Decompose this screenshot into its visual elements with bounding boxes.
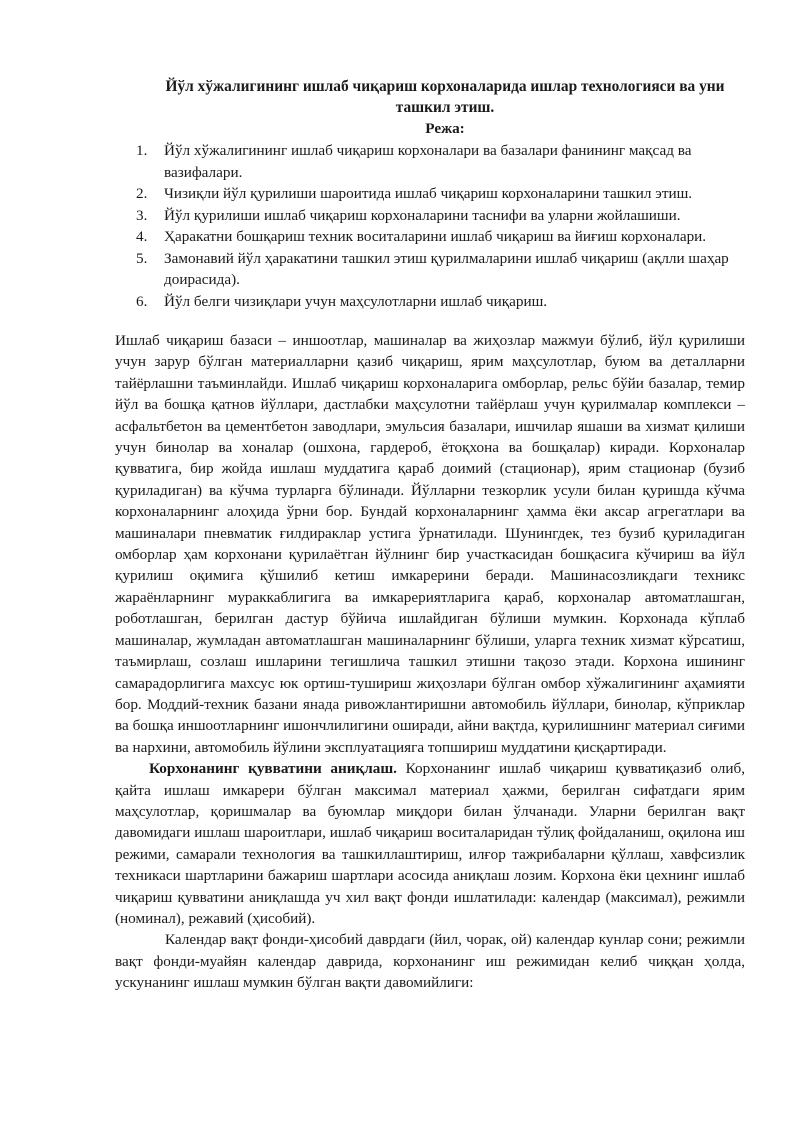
paragraph-capacity-text: Корхонанинг ишлаб чиқариш қувватиқазиб олиб, қайта ишлаш имкарери бўлган максимал материал ҳажми, берилган сифатдаги ярим маҳсулотлар, қоришмалар ва буюмлар миқдори билан ўлчанади. Уларни берилган вақт давомидаги ишлаш шароитлари, ишлаб чиқариш воситаларидан тўлиқ фойдаланиш, оқилона иш режими, самарали технология ва ташкиллаштириш, илғор тажрибаларни қўллаш, хавфсизлик техникаси шартларини бажариш шартлари асосида аниқлаш лозим. Корхона ёки цехнинг ишлаб чиқариш қувватини аниқлашда уч хил вақт фонди ишлатилади: календар (максимал), режимли (номинал), режавий (ҳисобий). [115,760,745,927]
plan-item-text: Йўл хўжалигининг ишлаб чиқариш корхоналари ва базалари фанининг мақсад ва вазифалари. [164,142,692,181]
plan-item-text: Замонавий йўл ҳаракатини ташкил этиш қурилмаларини ишлаб чиқариш (ақлли шаҳар доирасида). [164,249,729,288]
plan-item [136,205,746,227]
plan-item-number: 4. [136,228,148,245]
document-body [115,330,745,994]
paragraph-time-fund: Календар вақт фонди-ҳисобий даврдаги (йил, чорак, ой) календар кунлар сони; режимли вақт фонди-муайян календар даврида, корхонанинг иш режимидан келиб чиққан ҳолда, ускунанинг ишлаш мумкин бўлган вақти давомийлиги: [115,931,745,992]
paragraph-production-base: Ишлаб чиқариш базаси – иншоотлар, машиналар ва жиҳозлар мажмуи бўлиб, йўл қурилиши учун зарур бўлган материалларни қазиб чиқариш, ярим маҳсулотлар, буюм ва деталларни тайёрлашни таъминлайди. Ишлаб чиқариш корхоналарига омборлар, рельс бўйи базалар, темир йўл ва бошқа қатнов йўллари, дастлабки маҳсулотни тайёрлаш учун қурилмалар комплекси – асфальтбетон ва цементбетон заводлари, эмульсия базалари, ишчилар яшаши ва хизмат қилиши учун бинолар ва хоналар (ошхона, гардероб, ётоқхона ва бошқалар) киради. Корхоналар қувватига, бир жойда ишлаш муддатига қараб доимий (стационар), ярим стационар (бузиб қуриладиган) ва кўчма турларга бўлинади. Йўлларни тезкорлик усули билан қуришда кўчма корхоналарнинг алоҳида ўрни бор. Бундай корхоналарнинг ҳамма ёки аксар агрегатлари ва машиналари пневматик ғилдираклар устига ўрнатилади. Шунингдек, тез бузиб қуриладиган омборлар ҳам корхонани қурилаётган йўлнинг бир участкасидан бошқасига кўчириш ва йўл қурилиш оқимига қўшилиб кетиш имкарерини беради. Машинасозликдаги техникс жараёнларнинг мураккаблигига ва имкарериятларига қараб, корхоналар автоматлашган, роботлашган, берилган дастур бўйича ишлайдиган бўлиши мумкин. Корхонада кўплаб машиналар, жумладан автоматлашган машиналарнинг бўлиши, уларга техник хизмат кўрсатиш, таъмирлаш, созлаш ишларини тегишлича ташкил этишни тақозо этади. Корхона ишининг самарадорлигига махсус юк ортиш-тушириш жиҳозлари бўлган омбор хўжалигининг аҳамияти бор. Моддий-техник базани янада ривожлантиришни автомобиль йўллари, бинолар, кўприклар ва бошқа иншоотларнинг ишончлилигини оширади, айни вақтда, қурилишнинг материал сиғими ва нархини, автомобиль йўлини эксплуатацияга топшириш муддатини қисқартиради. [115,332,745,756]
plan-heading: Режа: [425,120,465,137]
plan-item [136,291,746,313]
plan-item [136,226,746,248]
plan-item [136,140,746,183]
plan-item-number: 5. [136,249,148,267]
paragraph-capacity-heading: Корхонанинг қувватини аниқлаш. [149,760,397,778]
paragraph-capacity [115,758,745,929]
document-title: Йўл хўжалигининг ишлаб чиқариш корхоналарида ишлар технологияси ва уни ташкил этиш. [165,78,725,116]
plan-item-text: Чизиқли йўл қурилиши шароитида ишлаб чиқариш корхоналарини ташкил этиш. [164,185,693,202]
plan-item [136,183,746,205]
plan-item-number: 1. [136,142,148,159]
plan-item-number: 3. [136,206,148,224]
plan-item-text: Ҳаракатни бошқариш техник воситаларини ишлаб чиқариш ва йиғиш корхоналари. [164,228,707,245]
plan-item-number: 6. [136,292,148,310]
plan-list [136,140,746,312]
plan-item-text: Йўл белги чизиқлари учун маҳсулотларни ишлаб чиқариш. [164,292,548,310]
plan-item-text: Йўл қурилиши ишлаб чиқариш корхоналарини таснифи ва уларни жойлашиши. [164,206,681,224]
plan-item-number: 2. [136,185,148,202]
plan-item [136,248,746,291]
